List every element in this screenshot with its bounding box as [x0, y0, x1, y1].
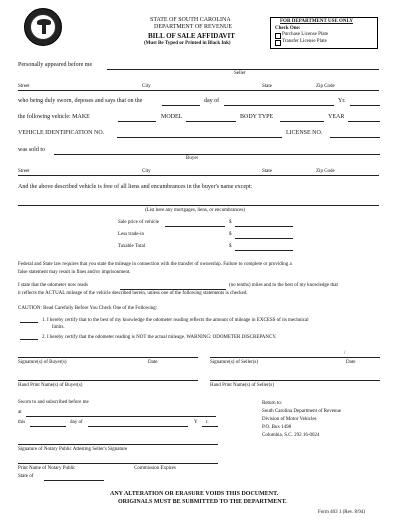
- federal-law-line1: Federal and State law requires that you state the mileage in connection with the transfer of ownership. Failure to complete or providing a: [18, 262, 292, 267]
- dept-use-heading: FOR DEPARTMENT USE ONLY: [280, 19, 353, 24]
- purchase-plate-checkbox[interactable]: [275, 33, 281, 39]
- return-address-1: South Carolina Department of Revenue: [262, 409, 342, 414]
- buyer-date-caption: Date: [148, 360, 158, 365]
- sold-to-label: was sold to: [18, 147, 45, 153]
- make-label: the following vehicle: MAKE: [18, 114, 90, 120]
- commission-expires-caption: Commission Expires: [134, 466, 176, 471]
- notary-location-line[interactable]: [26, 416, 216, 417]
- buyer-print-caption: Hand Print Name(s) of Buyer(s): [18, 383, 83, 388]
- statement2-text: 2. I hereby certify that the odometer reading is NOT the actual mileage. WARNING: ODOMETER DISCREPANCY.: [42, 335, 277, 340]
- seller-signature-line[interactable]: [210, 357, 380, 358]
- buyer-city-caption: City: [142, 169, 151, 174]
- notary-signature-caption: Signature of Notary Public Attesting Seller's Signature: [18, 447, 128, 452]
- sale-month-line[interactable]: [224, 105, 334, 106]
- return-address-2: Division of Motor Vehicles: [262, 417, 317, 422]
- seller-address-line[interactable]: [18, 90, 379, 91]
- buyer-print-line[interactable]: [18, 380, 198, 381]
- notary-print-caption: Print Name of Notary Public: [18, 466, 76, 471]
- taxable-total-label: Taxable Total: [118, 244, 146, 249]
- body-type-label: BODY TYPE: [240, 114, 274, 120]
- page-title: BILL OF SALE AFFIDAVIT: [148, 32, 235, 40]
- form-number: Form 403 1 (Rev. 8/94): [318, 510, 366, 515]
- return-to-label: Return to:: [262, 401, 283, 406]
- at-label: at: [18, 410, 22, 415]
- buyer-signature-line[interactable]: [18, 357, 198, 358]
- sale-day-line[interactable]: [162, 105, 200, 106]
- vin-line[interactable]: [117, 137, 282, 138]
- license-label: LICENSE NO.: [286, 130, 323, 136]
- odometer-statement-a: I state that the odometer now reads: [18, 283, 88, 288]
- license-line[interactable]: [330, 137, 380, 138]
- personally-appeared-label: Personally appeared before me: [18, 62, 93, 68]
- state-caption: State: [262, 84, 272, 89]
- statement2-check-line[interactable]: [20, 339, 38, 340]
- notary-print-line[interactable]: [18, 463, 218, 464]
- trade-in-dollar: $: [229, 232, 232, 237]
- trade-in-label: Less trade-in: [118, 232, 144, 237]
- return-address-4: Columbia, S.C. 292 16-0024: [262, 433, 320, 438]
- state-seal: [24, 8, 62, 46]
- buyer-signature-caption: Signature(s) of Buyer(s): [18, 360, 67, 365]
- taxable-total-dollar: $: [229, 244, 232, 249]
- buyer-address-line[interactable]: [18, 175, 379, 176]
- seller-caption: Seller: [234, 71, 246, 76]
- buyer-name-line[interactable]: [54, 154, 380, 155]
- year-line[interactable]: [348, 121, 380, 122]
- seller-print-line[interactable]: [210, 380, 380, 381]
- check-one-label: Check One:: [275, 26, 301, 31]
- notary-state-line[interactable]: [44, 480, 104, 481]
- footer-warning-1: ANY ALTERATION OR ERASURE VOIDS THIS DOCUMENT.: [110, 491, 279, 497]
- buyer-street-caption: Street: [18, 169, 30, 174]
- trade-in-line[interactable]: [235, 238, 293, 239]
- liens-line[interactable]: [18, 205, 379, 206]
- sworn-subscribed-label: Sworn to and subscribed before me: [18, 400, 89, 405]
- yr-label: Yr.: [338, 98, 346, 104]
- statement1-check-line[interactable]: [20, 322, 38, 323]
- caution-label: CAUTION: Read Carefully Before You Check One of the Following:: [18, 306, 158, 311]
- notary-r-label: r.: [206, 420, 209, 425]
- state-of-label: State of: [18, 474, 34, 479]
- sale-year-line[interactable]: [350, 105, 380, 106]
- sale-price-dots: [165, 226, 225, 227]
- this-label: this: [18, 420, 26, 425]
- department-name: DEPARTMENT OF REVENUE: [154, 24, 232, 30]
- sale-price-line[interactable]: [235, 226, 293, 227]
- buyer-zip-caption: Zip Code: [316, 169, 335, 174]
- transfer-plate-checkbox[interactable]: [275, 40, 281, 46]
- seller-name-line[interactable]: [107, 69, 379, 70]
- notary-day-line[interactable]: [30, 426, 66, 427]
- buyer-caption: Buyer: [186, 156, 199, 161]
- odometer-reading-line[interactable]: [120, 289, 226, 290]
- seller-print-caption: Hand Print Name(s) of Seller(s): [210, 383, 274, 388]
- seller-date-slash: /: [344, 351, 346, 356]
- odometer-statement-c: it reflects the ACTUAL mileage of the vehicle described herein, unless one of the following statements is checked.: [18, 291, 248, 296]
- liens-statement: And the above described vehicle is free of all liens and encumbrances in the buyer's name except:: [18, 184, 253, 190]
- notary-day-of-label: day of: [70, 420, 83, 425]
- sworn-statement: who being duly sworn, deposes and says that on the: [18, 98, 143, 104]
- odometer-statement-b: (no tenths) miles and to the best of my knowledge that: [229, 283, 338, 288]
- year-label: YEAR: [328, 114, 345, 120]
- footer-warning-2: ORIGINALS MUST BE SUBMITTED TO THE DEPARTMENT.: [118, 499, 287, 505]
- notary-y-label: Y: [194, 420, 198, 425]
- sale-price-dollar: $: [229, 220, 232, 225]
- transfer-plate-label: Transfer License Plate: [282, 39, 327, 44]
- notary-signature-line[interactable]: [18, 444, 218, 445]
- state-name: STATE OF SOUTH CAROLINA: [150, 17, 231, 23]
- street-caption: Street: [18, 84, 30, 89]
- model-label: MODEL: [161, 114, 183, 120]
- page-subtitle: (Must Be Typed or Printed in Black Ink): [144, 41, 231, 46]
- notary-month-line[interactable]: [88, 426, 188, 427]
- day-of-label: day of: [204, 98, 220, 104]
- sale-price-label: Sale price of vehicle: [118, 220, 159, 225]
- model-line[interactable]: [186, 121, 236, 122]
- purchase-plate-label: Purchase License Plate: [282, 32, 329, 37]
- taxable-total-line[interactable]: [235, 250, 293, 251]
- seller-date-caption: Date: [346, 360, 356, 365]
- buyer-state-caption: State: [262, 169, 272, 174]
- zip-caption: Zip Code: [316, 84, 335, 89]
- liens-note: (List here any mortgages, liens, or encumbrances): [145, 208, 245, 213]
- statement1-text: 1. I hereby certify that to the best of my knowledge the odometer reading reflects the amount of mileage in EXCESS of its mechnical: [42, 318, 309, 323]
- vin-label: VEHICLE IDENTIFICATION NO.: [18, 130, 105, 136]
- return-address-3: P.O. Box 1498: [262, 425, 292, 430]
- department-use-box: [270, 17, 378, 49]
- statement1-text-cont: limits.: [52, 325, 65, 330]
- city-caption: City: [142, 84, 151, 89]
- seller-signature-caption: Signature(s) of Seller(s): [210, 360, 259, 365]
- notary-year-line[interactable]: [202, 426, 218, 427]
- federal-law-line2: false statement may result in fines and/or imprisonment.: [18, 270, 131, 275]
- make-line[interactable]: [118, 121, 156, 122]
- body-type-line[interactable]: [280, 121, 324, 122]
